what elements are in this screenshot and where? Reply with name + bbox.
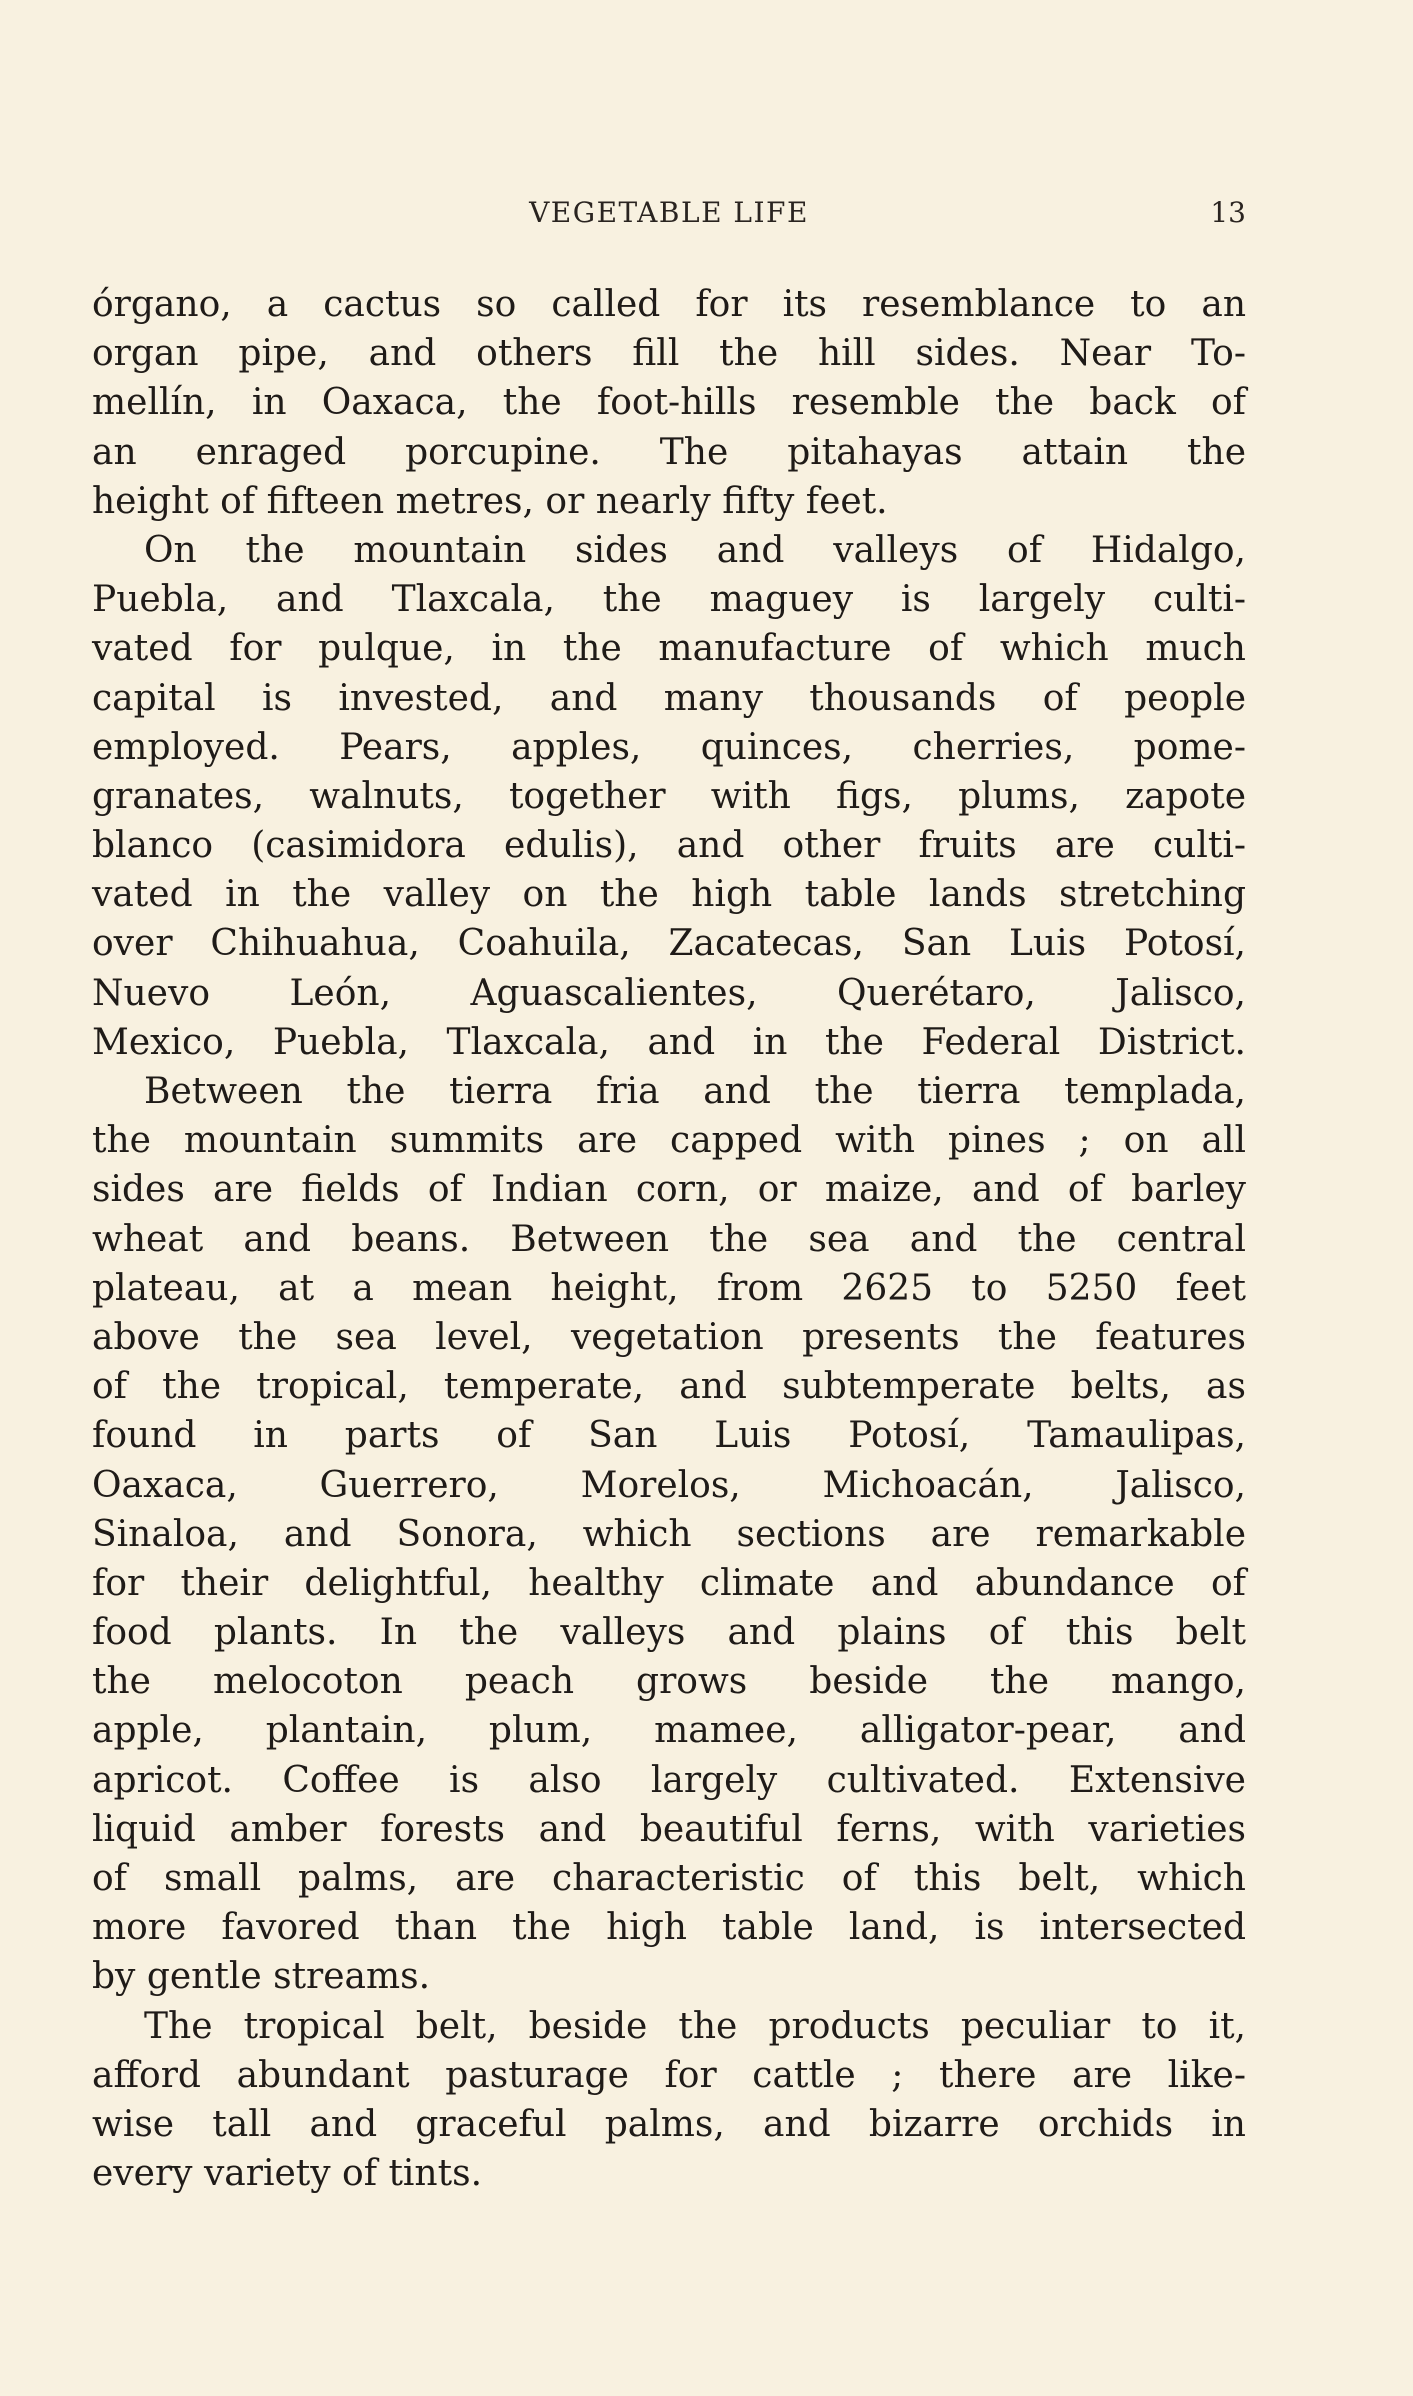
text-line: the melocoton peach grows beside the mango,	[92, 1661, 1246, 1703]
text-line: over Chihuahua, Coahuila, Zacatecas, San Luis Potosí,	[92, 923, 1246, 965]
running-head	[92, 196, 1246, 238]
text-line: plateau, at a mean height, from 2625 to 5250 feet	[92, 1267, 1246, 1309]
text-line: food plants. In the valleys and plains of this belt	[92, 1612, 1246, 1654]
text-line: found in parts of San Luis Potosí, Tamaulipas,	[92, 1415, 1246, 1457]
text-line: The tropical belt, beside the products peculiar to it,	[144, 2005, 1246, 2047]
text-line: more favored than the high table land, is intersected	[92, 1907, 1246, 1949]
text-line: Between the tierra fria and the tierra templada,	[144, 1071, 1246, 1112]
text-line: employed. Pears, apples, quinces, cherries, pome-	[92, 726, 1246, 768]
text-line: blanco (casimidora edulis), and other fruits are culti-	[92, 825, 1246, 867]
text-line: apple, plantain, plum, mamee, alligator-pear, and	[92, 1710, 1246, 1752]
text-line: Nuevo León, Aguascalientes, Querétaro, Jalisco,	[92, 972, 1246, 1014]
text-line: On the mountain sides and valleys of Hidalgo,	[144, 529, 1246, 571]
text-line: apricot. Coffee is also largely cultivated. Extensive	[92, 1759, 1246, 1801]
text-line: liquid amber forests and beautiful ferns, with varieties	[92, 1808, 1246, 1850]
body-text	[92, 280, 1246, 2198]
text-line: an enraged porcupine. The pitahayas attain the	[92, 431, 1246, 473]
text-line: Sinaloa, and Sonora, which sections are remarkable	[92, 1513, 1246, 1555]
text-line: sides are fields of Indian corn, or maize, and of barley	[92, 1169, 1246, 1211]
text-line: vated in the valley on the high table lands stretching	[92, 874, 1246, 916]
text-line: wise tall and graceful palms, and bizarre orchids in	[92, 2103, 1246, 2145]
text-line: Mexico, Puebla, Tlaxcala, and in the Federal District.	[92, 1021, 1246, 1063]
text-line: the mountain summits are capped with pines ; on all	[92, 1120, 1246, 1162]
text-line: Oaxaca, Guerrero, Morelos, Michoacán, Jalisco,	[92, 1464, 1246, 1506]
text-line: organ pipe, and others fill the hill sides. Near To-	[92, 333, 1246, 375]
text-line: height of fifteen metres, or nearly fifty feet.	[92, 480, 888, 522]
text-line: Puebla, and Tlaxcala, the maguey is largely culti-	[92, 579, 1246, 621]
text-line: wheat and beans. Between the sea and the central	[92, 1218, 1246, 1260]
text-line: for their delightful, healthy climate and abundance of	[92, 1562, 1246, 1604]
page-number: 13	[1210, 196, 1246, 229]
text-line: above the sea level, vegetation presents the features	[92, 1316, 1246, 1358]
text-line: capital is invested, and many thousands of people	[92, 677, 1246, 719]
text-line: of small palms, are characteristic of this belt, which	[92, 1858, 1246, 1899]
text-line: by gentle streams.	[92, 1956, 431, 1998]
running-title: VEGETABLE LIFE	[529, 196, 809, 229]
text-line: mellín, in Oaxaca, the foot-hills resemble the back of	[92, 382, 1246, 424]
text-line: afford abundant pasturage for cattle ; there are like-	[92, 2054, 1246, 2096]
text-line: of the tropical, temperate, and subtemperate belts, as	[92, 1366, 1246, 1408]
text-line: granates, walnuts, together with figs, plums, zapote	[92, 775, 1246, 817]
text-line: every variety of tints.	[92, 2153, 483, 2195]
text-line: vated for pulque, in the manufacture of which much	[92, 628, 1246, 670]
text-line: órgano, a cactus so called for its resemblance to an	[92, 284, 1246, 325]
